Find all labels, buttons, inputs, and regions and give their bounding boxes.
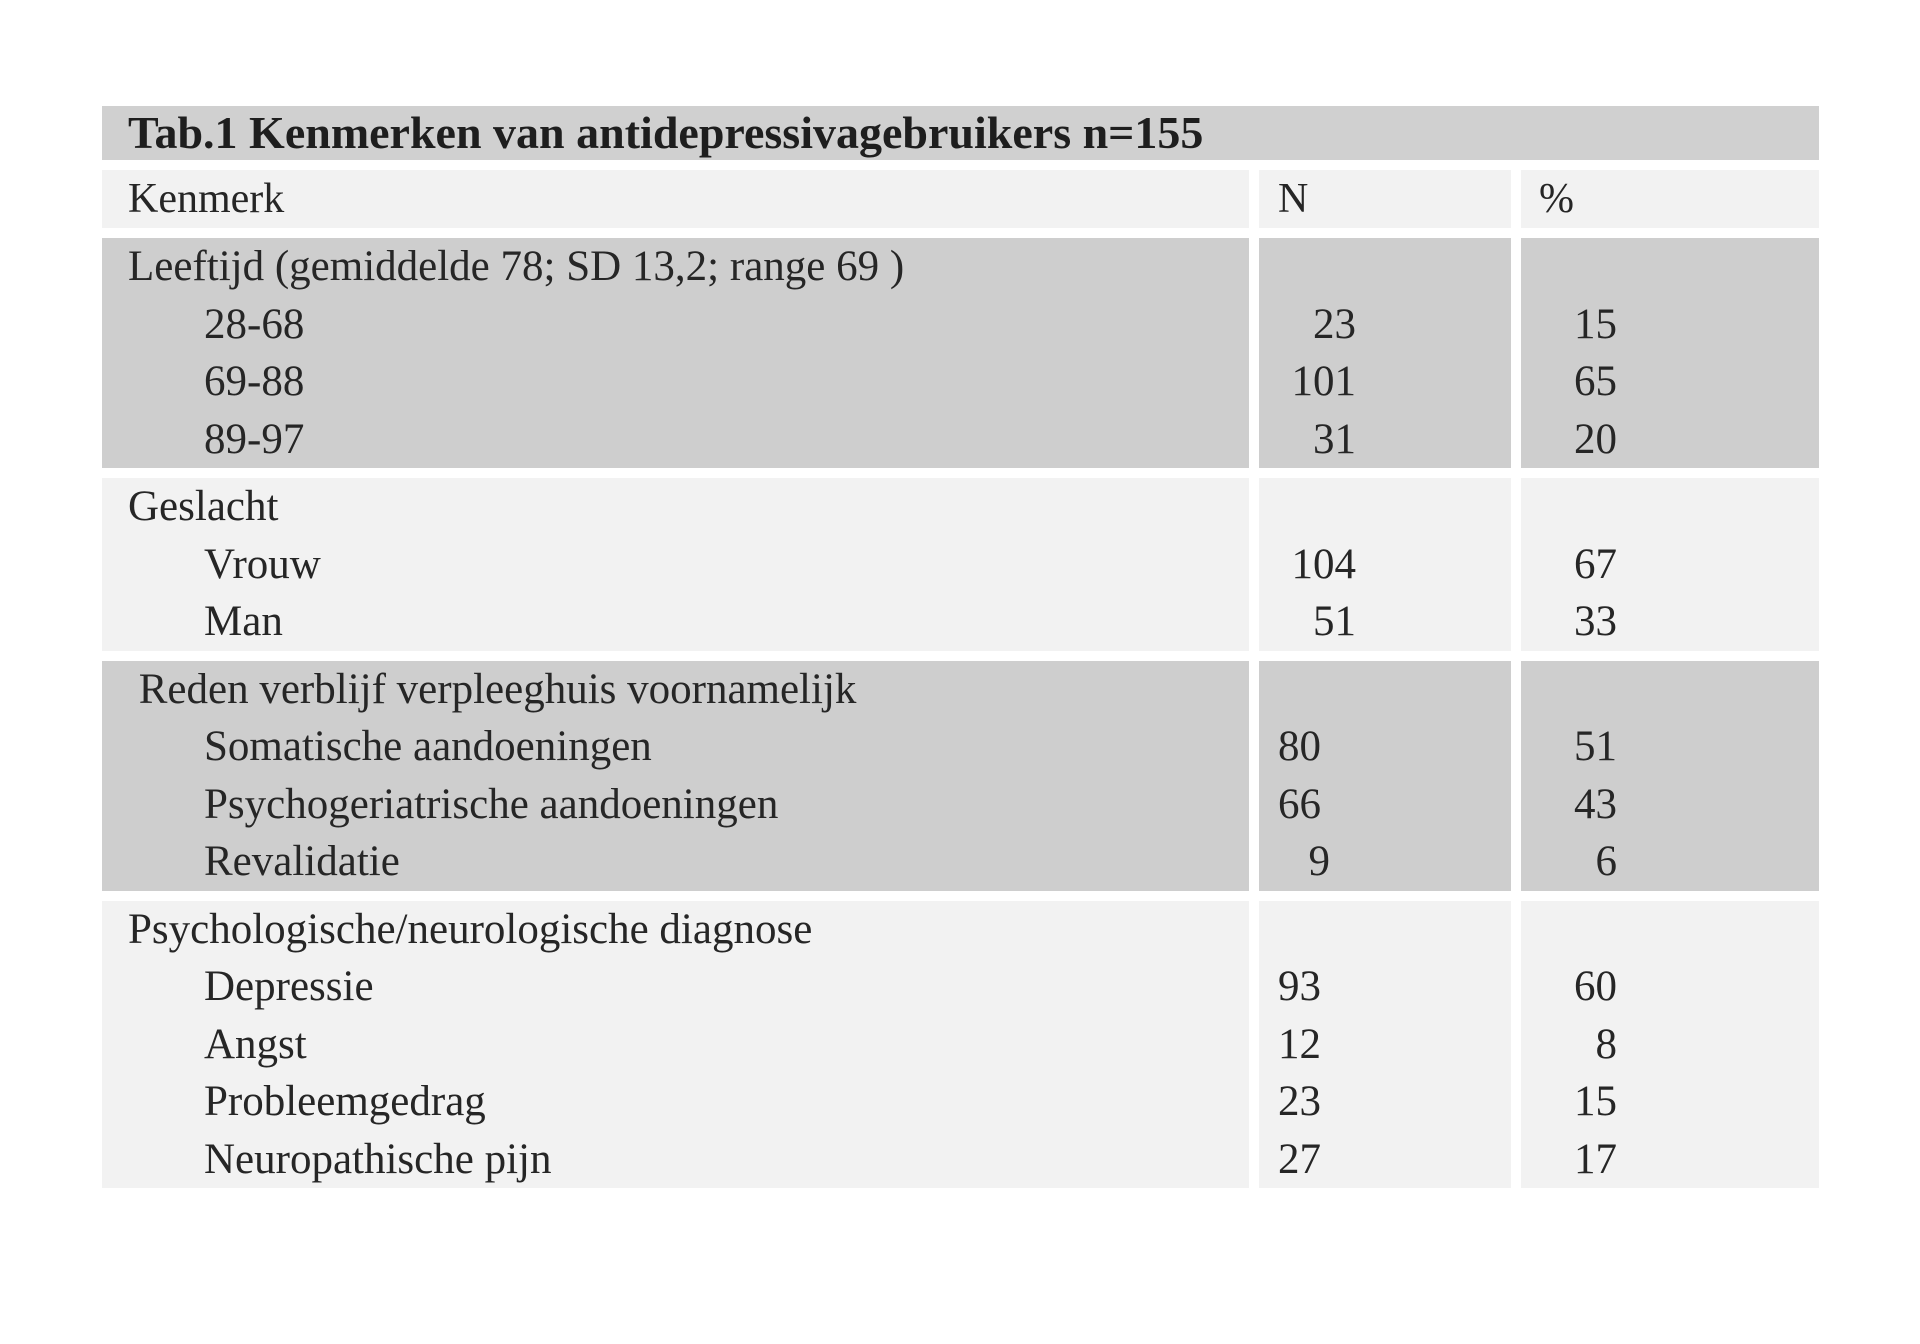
group-label-column (102, 478, 1249, 651)
group-label: Leeftijd (gemiddelde 78; SD 13,2; range 69 ) (128, 243, 905, 290)
table-title: Tab.1 Kenmerken van antidepressivagebruikers n=155 (102, 106, 1819, 160)
row-n: 101 (1291, 358, 1356, 405)
row-pct: 65 (1574, 358, 1617, 405)
group-label: Reden verblijf verpleeghuis voornamelijk (128, 665, 857, 713)
row-label: 89-97 (204, 415, 305, 463)
row-n: 9 (1308, 838, 1330, 885)
row-n: 51 (1313, 598, 1356, 645)
group-pct-column (1521, 661, 1819, 891)
row-label: Angst (204, 1020, 307, 1068)
blank-cell (1278, 901, 1356, 959)
group-label: Geslacht (128, 483, 279, 530)
row-n: 66 (1278, 780, 1321, 828)
row-n: 104 (1291, 540, 1356, 588)
row-pct: 43 (1574, 780, 1617, 828)
row-label: Vrouw (204, 540, 321, 588)
row-n: 23 (1278, 1078, 1321, 1125)
blank-cell (1539, 238, 1617, 296)
blank-cell (1539, 901, 1617, 959)
characteristics-table (102, 106, 1819, 1198)
row-label: Psychogeriatrische aandoeningen (204, 780, 779, 828)
group-label-column (102, 238, 1249, 468)
row-label: Somatische aandoeningen (204, 723, 652, 770)
blank-cell (1278, 661, 1356, 719)
blank-cell (1539, 661, 1617, 719)
group-n-column (1259, 901, 1511, 1189)
group-reden-verblijf (102, 661, 1819, 891)
row-label: 69-88 (204, 358, 305, 405)
blank-cell (1278, 478, 1356, 536)
header-pct: % (1521, 170, 1819, 228)
row-pct: 67 (1574, 540, 1617, 588)
row-n: 12 (1278, 1020, 1321, 1068)
group-pct-column (1521, 901, 1819, 1189)
group-pct-column (1521, 238, 1819, 468)
header-kenmerk: Kenmerk (102, 170, 1249, 228)
row-label: Revalidatie (204, 838, 400, 885)
row-pct: 20 (1574, 415, 1617, 463)
header-n: N (1259, 170, 1511, 228)
row-pct: 15 (1574, 300, 1617, 348)
group-geslacht (102, 478, 1819, 651)
row-pct: 33 (1574, 598, 1617, 645)
row-label: Depressie (204, 963, 374, 1010)
group-label-column (102, 661, 1249, 891)
row-pct: 51 (1574, 723, 1617, 770)
row-pct: 6 (1595, 838, 1617, 885)
group-leeftijd (102, 238, 1819, 468)
row-n: 27 (1278, 1135, 1321, 1183)
row-pct: 60 (1574, 963, 1617, 1010)
table-header-row (102, 170, 1819, 228)
group-n-column (1259, 661, 1511, 891)
row-n: 80 (1278, 723, 1321, 770)
row-pct: 17 (1574, 1135, 1617, 1183)
row-n: 93 (1278, 963, 1321, 1010)
row-n: 23 (1313, 300, 1356, 348)
group-n-column (1259, 238, 1511, 468)
row-pct: 8 (1595, 1020, 1617, 1068)
blank-cell (1278, 238, 1356, 296)
blank-cell (1539, 478, 1617, 536)
row-label: Probleemgedrag (204, 1078, 486, 1125)
row-pct: 15 (1574, 1078, 1617, 1125)
group-n-column (1259, 478, 1511, 651)
group-pct-column (1521, 478, 1819, 651)
row-label: Neuropathische pijn (204, 1135, 552, 1183)
group-label-column (102, 901, 1249, 1189)
group-label: Psychologische/neurologische diagnose (128, 905, 813, 953)
group-diagnose (102, 901, 1819, 1189)
row-n: 31 (1313, 415, 1356, 463)
row-label: Man (204, 598, 283, 645)
row-label: 28-68 (204, 300, 305, 348)
